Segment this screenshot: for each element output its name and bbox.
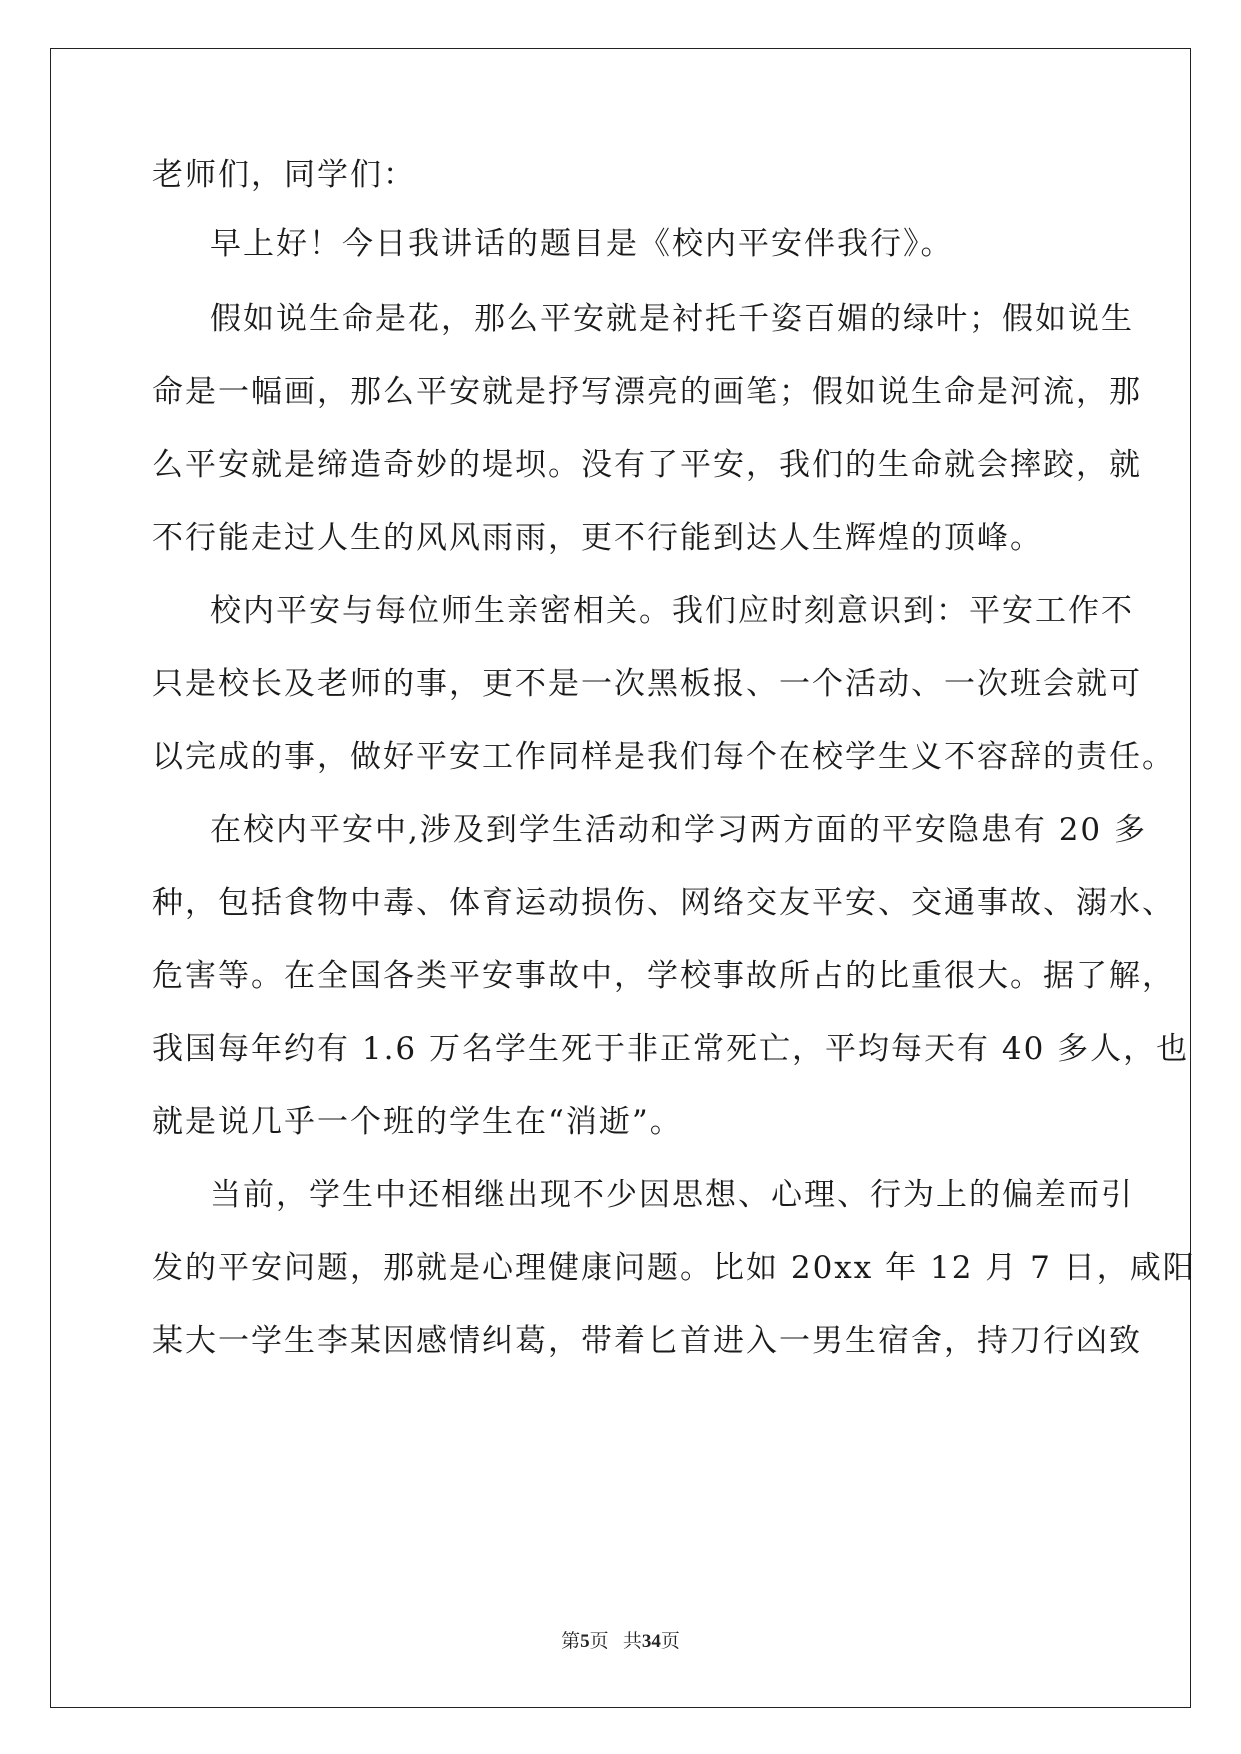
text-line: 不行能走过人生的风风雨雨，更不行能到达人生辉煌的顶峰。 — [152, 520, 1043, 556]
text-line: 发的平安问题，那就是心理健康问题。比如 20xx 年 12 月 7 日，咸阳 — [152, 1250, 1196, 1286]
text-line: 种，包括食物中毒、体育运动损伤、网络交友平安、交通事故、溺水、 — [152, 885, 1175, 921]
text-line: 危害等。在全国各类平安事故中，学校事故所占的比重很大。据了解， — [152, 958, 1175, 994]
footer-total-prefix: 共 — [622, 1631, 642, 1652]
text-line: 早上好！今日我讲话的题目是《校内平安伴我行》。 — [210, 226, 954, 262]
text-line: 当前，学生中还相继出现不少因思想、心理、行为上的偏差而引 — [210, 1177, 1134, 1213]
footer-total-suffix: 页 — [660, 1631, 680, 1652]
page-border — [50, 48, 1191, 1708]
total-page-count: 34 — [641, 1631, 661, 1652]
current-page-number: 5 — [580, 1631, 590, 1652]
text-line: 只是校长及老师的事，更不是一次黑板报、一个活动、一次班会就可 — [152, 666, 1142, 702]
footer-page-suffix: 页 — [589, 1631, 609, 1652]
text-line: 命是一幅画，那么平安就是抒写漂亮的画笔；假如说生命是河流，那 — [152, 374, 1142, 410]
footer-prefix: 第 — [561, 1631, 581, 1652]
text-line: 在校内平安中,涉及到学生活动和学习两方面的平安隐患有 20 多 — [210, 812, 1148, 848]
text-line: 么平安就是缔造奇妙的堤坝。没有了平安，我们的生命就会摔跤，就 — [152, 447, 1142, 483]
text-line: 假如说生命是花，那么平安就是衬托千姿百媚的绿叶；假如说生 — [210, 301, 1134, 337]
text-line: 我国每年约有 1.6 万名学生死于非正常死亡，平均每天有 40 多人，也 — [152, 1031, 1190, 1067]
text-line: 老师们，同学们： — [152, 157, 416, 193]
text-line: 校内平安与每位师生亲密相关。我们应时刻意识到：平安工作不 — [210, 593, 1134, 629]
text-line: 就是说几乎一个班的学生在“消逝”。 — [152, 1104, 683, 1140]
text-line: 某大一学生李某因感情纠葛，带着匕首进入一男生宿舍，持刀行凶致 — [152, 1323, 1142, 1359]
text-line: 以完成的事，做好平安工作同样是我们每个在校学生义不容辞的责任。 — [152, 739, 1175, 775]
page-footer — [0, 1626, 1241, 1653]
